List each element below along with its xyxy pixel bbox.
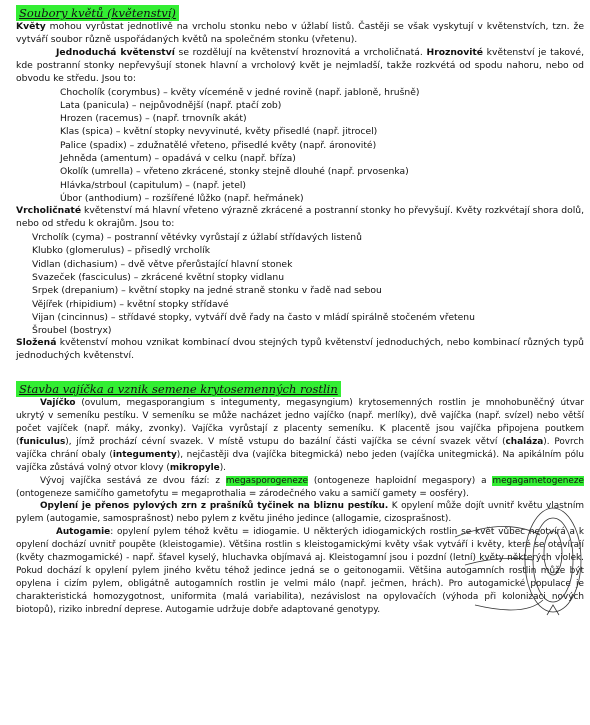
ovule-text: ). [219,462,226,473]
ovule-text: ), nejčastěji dva (vajíčka bitegmická) nebo jeden (vajíčka unitegmická). Na apikálním pólu vajíčka zůstává volný otvor klovy ( [16,449,584,473]
list-item: Vijan (cincinnus) – střídavé stopky, vytváří dvě řady na často v mládí spirálně stočeném vřetenu [32,311,475,323]
ovule-diagram [445,505,590,620]
funiculus-term: funiculus [19,436,66,447]
ovule-text: ), jímž prochází cévní svazek. V místě vstupu do bazální části vajíčka se cévní svazek větví ( [65,436,506,447]
section2-title: Stavba vajíčka a vznik semene krytosemenných rostlin [16,381,341,397]
micropyle-term: mikropyle [169,462,220,473]
ovule-bold: Vajíčko [40,398,76,409]
racemose-list [0,86,590,206]
section1-title: Soubory květů (květenství) [16,5,179,21]
pointer-line-2 [465,558,533,565]
list-item: Palice (spadix) – zdužnatělé vřeteno, přisedlé květy (např. áronovité) [60,139,377,151]
list-item: Klas (spica) – květní stopky nevyvinuté, květy přisedlé (např. jitrocel) [60,126,378,138]
pointer-line-3 [475,600,543,610]
development-text: (ontogeneze haploidní megaspory) a [307,475,493,486]
ovule-text: ). Povrch vajíčka chrání obaly ( [16,436,584,460]
section1-intro [0,21,590,47]
simple-text2: květenství je takové, kde postranní stonky nepřevyšují stonek hlavní a vrcholový květ je nejmladší, takže rozkvétá od spodu nahoru, nebo od obvodu ke středu. Jsou to: [16,46,584,84]
pollination-bold: Opylení je přenos pylových zrn z prašníků tyčinek na bliznu pestíku. [40,501,389,512]
integuments-term: integumenty [112,449,177,460]
section1-heading-wrap [0,0,590,21]
list-item: Chocholík (corymbus) – květy víceméně v jedné rovině (např. jabloně, hrušně) [60,86,420,98]
pointer-line-1 [455,526,540,537]
list-item: Srpek (drepanium) – květní stopky na jedné straně stonku v řadě nad sebou [32,285,382,297]
ovule-paragraph [0,397,590,474]
list-item: Svazeček (fasciculus) – zkrácené květní stopky vidlanu [32,271,285,283]
development-paragraph [0,475,590,501]
list-item: Šroubel (bostryx) [32,325,112,337]
compound-paragraph [0,337,590,363]
list-item: Vidlan (dichasium) – dvě větve přerůstající hlavní stonek [32,258,293,270]
list-item: Hlávka/strboul (capitulum) – (např. jetel) [60,179,246,191]
autogamy-bold: Autogamie [56,527,111,538]
autogamy-text: : opylení pylem téhož květu = idiogamie. U některých idiogamických rostlin se květ vůbec neotvírá a k opylení dochází uvnitř poupěte (kleistogamie). Většina rostlin s kleistogamickými květy však vytváří i květy, které se otevírají (květy chazmogamické) - např. šťavel kyselý, hluchavka objímavá aj. Kleistogamní jsou i pozdní (letní) květy některých violek. Pokud dochází k opylení pylem jiného květu téhož jedince jedná se o geitonogamii. Většina autogamních rostlin může být opylena i cizím pylem, obligátně autogamních rostlin je velmi málo (např. ječmen, hrách). Pro autogamické populace je charakteristická homozygotnost, uniformita (malá variabilita), nezávislost na opylovačích (výhoda při kolonizaci nových biotopů), riziko inbrední deprese. Autogamie udržuje dobře adaptované genotypy. [16,527,584,615]
simple-inflorescence-paragraph [0,47,590,86]
cymose-bold: Vrcholičnaté [16,205,82,217]
cymose-list [0,231,590,337]
racemose-bold: Hroznovité [426,46,483,58]
simple-text1: se rozdělují na květenství hroznovitá a vrcholičnatá. [174,46,427,58]
megagametogenesis-highlight: megagametogeneze [492,475,584,486]
intro-text: mohou vyrůstat jednotlivě na vrcholu stonku nebo v úžlabí listů. Častěji se však vyskytují v květenstvích, tzn. že vytváří soubor různě uspořádaných květů na společném stonku (vřetenu). [16,21,584,45]
list-item: Klubko (glomerulus) – přisedlý vrcholík [32,245,211,257]
chalaza-term: chaláza [505,436,544,447]
ovule-text: (ovulum, megasporangium s integumenty, megasyngium) krytosemenných rostlin je mnohobuněčný útvar ukrytý v semeníku pestíku. V semeníku se může nacházet jedno vajíčko (např. merlíky), dvě vajíčka (např. svízel) nebo větší počet vajíček (např. máky, zvonky). Vajíčka vyrůstají z placenty semeníku. K placentě jsou vajíčka připojena poutkem ( [16,398,584,447]
list-item: Okolík (umrella) – vřeteno zkrácené, stonky stejně dlouhé (např. prvosenka) [60,166,409,178]
embryo-sac-outline [544,531,562,575]
compound-bold: Složená [16,337,57,349]
list-item: Lata (panicula) – nejpůvodnější (např. ptačí zob) [60,99,282,111]
development-text: Vývoj vajíčka sestává ze dvou fází: z [40,475,226,486]
simple-bold: Jednoduchá květenství [56,46,175,58]
list-item: Vrcholík (cyma) – postranní větévky vyrůstají z úžlabí střídavých listenů [32,232,362,244]
compound-text: květenství mohou vznikat kombinací dvou stejných typů květenství jednoduchých, nebo kombinací různých typů jednoduchých květenství. [16,337,584,362]
pollination-text: K opylení může dojít uvnitř květu vlastním pylem (autogamie, samosprašnost) nebo pylem z květu jiného jedince (allogamie, cizosprašnost). [16,501,584,525]
list-item: Jehněda (amentum) – opadává v celku (např. bříza) [60,153,296,165]
list-item: Vějířek (rhipidium) – květní stopky střídavé [32,298,229,310]
megasporogenesis-highlight: megasporogeneze [225,475,308,486]
cymose-text: květenství má hlavní vřeteno výrazně zkrácené a postranní stonky ho převyšují. Květy rozkvétají shora dolů, nebo od středu k okrajům. Jsou to: [16,205,584,230]
development-text: (ontogeneze samičího gametofytu = megaprothalia = zárodečného vaku a samičí gamety = oosféry). [16,488,469,499]
intro-bold: Květy [16,21,46,32]
section2-heading-wrap [0,363,590,397]
cymose-paragraph [0,205,590,231]
list-item: Hrozen (racemus) – (např. trnovník akát) [60,113,247,125]
funiculus-outline [547,605,559,615]
integument-outline [533,518,573,602]
list-item: Úbor (anthodium) – rozšířené lůžko (např. heřmánek) [60,192,304,204]
